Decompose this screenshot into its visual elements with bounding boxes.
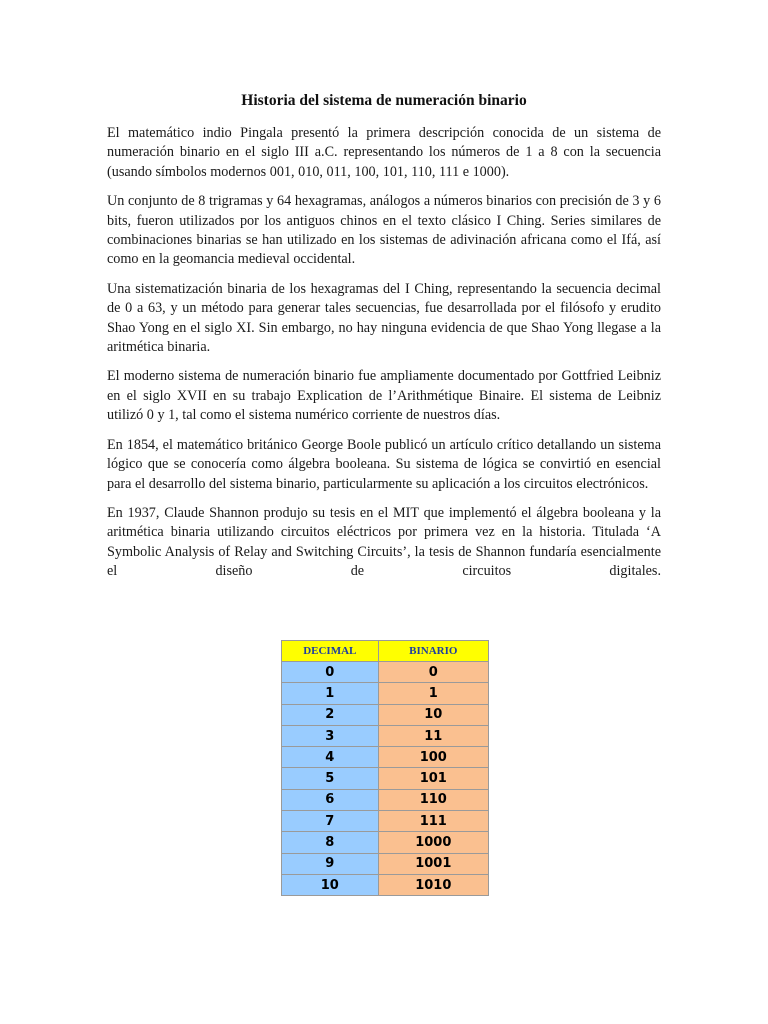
binary-cell: 1 bbox=[378, 683, 488, 704]
decimal-cell: 4 bbox=[282, 747, 379, 768]
decimal-cell: 3 bbox=[282, 725, 379, 746]
table-row bbox=[282, 704, 489, 725]
decimal-cell: 1 bbox=[282, 683, 379, 704]
decimal-cell: 2 bbox=[282, 704, 379, 725]
binary-cell: 1000 bbox=[378, 832, 488, 853]
document-body bbox=[107, 92, 661, 592]
paragraph-boole: En 1854, el matemático británico George Boole publicó un artículo crítico detallando un sistema lógico que se conocería como álgebra booleana. Su sistema de lógica se convirtió en esencial para el desarrollo del sistema binario, particularmente su aplicación a los circuitos electrónicos. bbox=[107, 436, 661, 492]
binary-cell: 111 bbox=[378, 811, 488, 832]
table-row bbox=[282, 725, 489, 746]
table-row bbox=[282, 853, 489, 874]
table-row bbox=[282, 811, 489, 832]
table-row bbox=[282, 874, 489, 895]
binary-cell: 0 bbox=[378, 662, 488, 683]
binary-cell: 1001 bbox=[378, 853, 488, 874]
binary-cell: 10 bbox=[378, 704, 488, 725]
table-header-row bbox=[282, 641, 489, 662]
paragraph-pingala: El matemático indio Pingala presentó la primera descripción conocida de un sistema de numeración binario en el siglo III a.C. representando los números de 1 a 8 con la secuencia (usando símbolos modernos 001, 010, 011, 100, 101, 110, 111 e 1000). bbox=[107, 125, 661, 180]
table-row bbox=[282, 789, 489, 810]
paragraph-leibniz: El moderno sistema de numeración binario fue ampliamente documentado por Gottfried Leibniz en el siglo XVII en su trabajo Explication de l’Arithmétique Binaire. El sistema de Leibniz utilizó 0 y 1, tal como el sistema numérico corriente de nuestros días. bbox=[107, 368, 661, 424]
binary-cell: 11 bbox=[378, 725, 488, 746]
binary-cell: 101 bbox=[378, 768, 488, 789]
decimal-cell: 5 bbox=[282, 768, 379, 789]
decimal-binary-table bbox=[281, 640, 489, 896]
table-row bbox=[282, 832, 489, 853]
binary-cell: 110 bbox=[378, 789, 488, 810]
decimal-cell: 9 bbox=[282, 853, 379, 874]
paragraph-shannon: En 1937, Claude Shannon produjo su tesis en el MIT que implementó el álgebra booleana y la aritmética binaria utilizando circuitos eléctricos por primera vez en la historia. Titulada ‘A Symbolic Analysis of Relay and Switching Circuits’, la tesis de Shannon fundaría esencialmente el diseño de circuitos digitales. bbox=[107, 504, 661, 580]
header-binario: BINARIO bbox=[378, 641, 488, 662]
table-row bbox=[282, 683, 489, 704]
decimal-cell: 7 bbox=[282, 811, 379, 832]
table-row bbox=[282, 747, 489, 768]
decimal-cell: 6 bbox=[282, 789, 379, 810]
paragraph-i-ching: Un conjunto de 8 trigramas y 64 hexagramas, análogos a números binarios con precisión de 3 y 6 bits, fueron utilizados por los antiguos chinos en el texto clásico I Ching. Series similares de combinaciones binarias se han utilizado en los sistemas de adivinación africana como el Ifá, así como en la geomancia medieval occidental. bbox=[107, 193, 661, 268]
document-title: Historia del sistema de numeración binario bbox=[241, 92, 527, 109]
header-decimal: DECIMAL bbox=[282, 641, 379, 662]
decimal-cell: 10 bbox=[282, 874, 379, 895]
binary-cell: 100 bbox=[378, 747, 488, 768]
decimal-cell: 0 bbox=[282, 662, 379, 683]
table-row bbox=[282, 662, 489, 683]
table-row bbox=[282, 768, 489, 789]
binary-cell: 1010 bbox=[378, 874, 488, 895]
decimal-cell: 8 bbox=[282, 832, 379, 853]
paragraph-shao-yong: Una sistematización binaria de los hexagramas del I Ching, representando la secuencia decimal de 0 a 63, y un método para generar tales secuencias, fue desarrollada por el filósofo y erudito Shao Yong en el siglo XI. Sin embargo, no hay ninguna evidencia de que Shao Yong llegase a la aritmética binaria. bbox=[107, 280, 661, 356]
